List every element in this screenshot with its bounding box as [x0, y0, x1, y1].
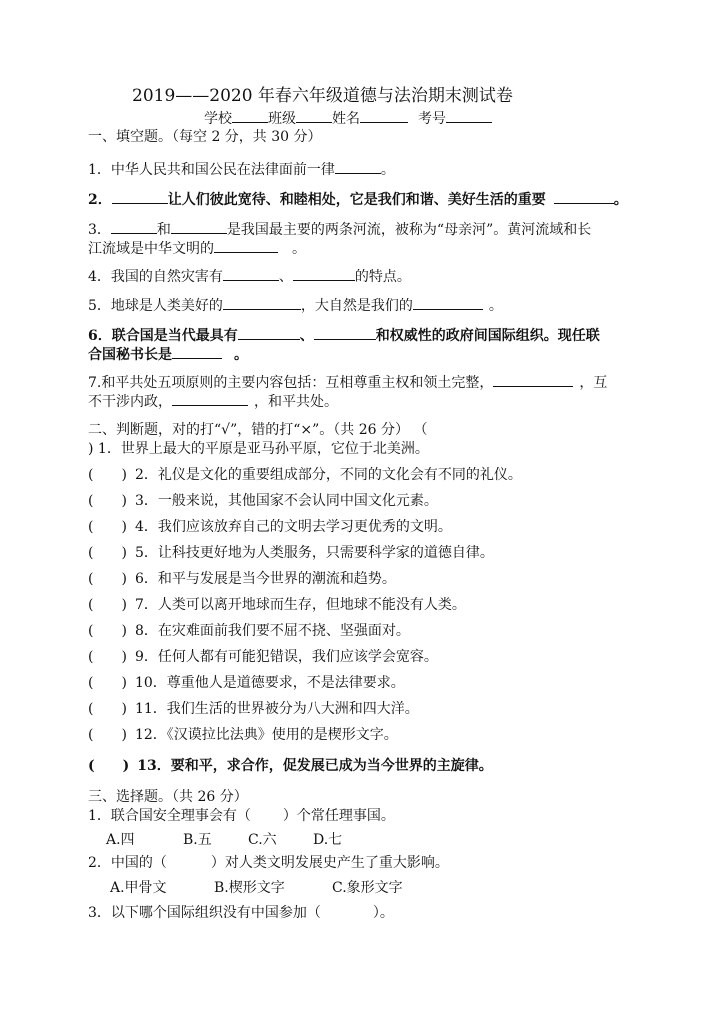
- fill-q4: 4．我国的自然灾害有 、 的特点。: [88, 266, 411, 286]
- exam-title: 2019——2020 年春六年级道德与法治期末测试卷: [132, 86, 513, 106]
- judge-item-text: 7．人类可以离开地球而生存，但地球不能没有人类。: [134, 597, 466, 613]
- fill-q5-blank-1[interactable]: [223, 295, 301, 310]
- choice-q1-option-d[interactable]: D.七: [313, 832, 343, 848]
- answer-paren-close[interactable]: ): [121, 597, 127, 613]
- answer-paren-close[interactable]: ): [121, 519, 127, 535]
- judge-item-text: 10．尊重他人是道德要求，不是法律要求。: [134, 675, 405, 691]
- fill-q5-blank-2[interactable]: [413, 295, 483, 310]
- answer-paren-close[interactable]: ): [121, 727, 127, 743]
- answer-paren-open[interactable]: (: [88, 649, 94, 665]
- choice-q1-option-b[interactable]: B.五: [183, 832, 212, 848]
- judge-item-text: 8．在灾难面前我们要不屈不挠、坚强面对。: [134, 623, 410, 639]
- answer-paren-close[interactable]: ): [121, 571, 127, 587]
- school-blank[interactable]: [232, 108, 268, 123]
- judge-item-text: 12．《汉谟拉比法典》使用的是楔形文字。: [134, 727, 398, 743]
- answer-paren-open[interactable]: (: [88, 727, 94, 743]
- fill-q6-line2: 合国秘书长是 。: [88, 344, 248, 364]
- choice-q1: 1．联合国安全理事会有（ ）个常任理事国。: [88, 808, 395, 824]
- fill-q6-blank-2[interactable]: [314, 325, 376, 340]
- name-blank[interactable]: [360, 108, 408, 123]
- choice-q2: 2．中国的（ ）对人类文明发展史产生了重大影响。: [88, 855, 449, 871]
- answer-paren-open[interactable]: (: [88, 623, 94, 639]
- fill-q7: 7.和平共处五项原则的主要内容包括：互相尊重主权和领土完整， ，互: [88, 372, 607, 392]
- answer-paren-close[interactable]: ): [121, 467, 127, 483]
- judge-item-text: 13．要和平，求合作，促发展已成为当今世界的主旋律。: [137, 758, 493, 774]
- choice-q2-option-a[interactable]: A.甲骨文: [110, 880, 167, 896]
- judge-item: [88, 622, 410, 640]
- judge-item: [88, 700, 419, 718]
- judge-item-text: 5．让科技更好地为人类服务，只需要科学家的道德自律。: [134, 545, 494, 561]
- answer-paren-open[interactable]: (: [88, 758, 95, 774]
- fill-q6: 6．联合国是当代最具有 、 和权威性的政府间国际组织。现任联: [88, 325, 600, 345]
- fill-q3-blank-2[interactable]: [171, 219, 227, 234]
- judge-item: [88, 674, 405, 692]
- answer-paren-close[interactable]: ): [121, 493, 127, 509]
- judge-item-text: 11．我们生活的世界被分为八大洲和四大洋。: [134, 701, 419, 717]
- choice-q1-option-a[interactable]: A.四: [106, 832, 135, 848]
- judge-item: [88, 466, 522, 484]
- answer-paren-open[interactable]: (: [88, 467, 94, 483]
- fill-q3-line2: 江流域是中华文明的 。: [88, 238, 306, 258]
- exam-no-blank[interactable]: [446, 108, 492, 123]
- fill-q4-blank-1[interactable]: [223, 266, 279, 281]
- choice-q2-option-c[interactable]: C.象形文字: [332, 880, 403, 896]
- judge-item: [88, 544, 494, 562]
- answer-paren-close[interactable]: ): [121, 675, 127, 691]
- judge-item: [88, 726, 398, 744]
- judge-item: [88, 492, 438, 510]
- judge-item-text: 4．我们应该放弃自己的文明去学习更优秀的文明。: [134, 519, 452, 535]
- section1-heading: 一、填空题。（每空 2 分，共 30 分）: [88, 129, 322, 145]
- judge-item-text: 9．任何人都有可能犯错误，我们应该学会宽容。: [134, 649, 438, 665]
- fill-q5: 5．地球是人类美好的 ，大自然是我们的 。: [88, 295, 503, 315]
- answer-paren-open[interactable]: (: [88, 675, 94, 691]
- judge-item: [88, 570, 396, 588]
- choice-q1-option-c[interactable]: C.六: [248, 832, 277, 848]
- answer-paren-open[interactable]: (: [88, 519, 94, 535]
- class-blank[interactable]: [296, 108, 332, 123]
- judge-item: [88, 648, 438, 666]
- section2-heading: 二、判断题，对的打“√”，错的打“×”。（共 26 分） （: [88, 422, 428, 438]
- fill-q2-blank-2[interactable]: [554, 189, 614, 204]
- fill-q3-blank-3[interactable]: [214, 238, 278, 253]
- answer-paren-open[interactable]: (: [88, 545, 94, 561]
- answer-paren-close[interactable]: ): [121, 545, 127, 561]
- answer-paren-open[interactable]: (: [88, 493, 94, 509]
- fill-q2-blank-1[interactable]: [112, 189, 168, 204]
- judge-item: [88, 596, 466, 614]
- fill-q3: 3． 和 是我国最主要的两条河流，被称为“母亲河”。黄河流域和长: [88, 219, 591, 239]
- name-label: 姓名: [332, 111, 360, 127]
- fill-q7-line2: 不干涉内政， ，和平共处。: [88, 391, 338, 411]
- fill-q6-blank-1[interactable]: [238, 325, 300, 340]
- student-info-row: [204, 108, 492, 128]
- fill-q3-blank-1[interactable]: [111, 219, 157, 234]
- fill-q7-blank-2[interactable]: [172, 391, 248, 406]
- fill-q4-blank-2[interactable]: [293, 266, 355, 281]
- section3-heading: 三、选择题。（共 26 分）: [88, 789, 248, 805]
- answer-paren-open[interactable]: (: [88, 597, 94, 613]
- answer-paren-close[interactable]: ): [122, 758, 130, 774]
- choice-q2-option-b[interactable]: B.楔形文字: [214, 880, 285, 896]
- judge-item-text: 3．一般来说，其他国家不会认同中国文化元素。: [134, 493, 438, 509]
- judge-item: [88, 757, 493, 775]
- judge-item: [88, 518, 452, 536]
- school-label: 学校: [204, 111, 232, 127]
- answer-paren-close[interactable]: ): [121, 623, 127, 639]
- class-label: 班级: [268, 111, 296, 127]
- judge-q1: ) 1．世界上最大的平原是亚马孙平原，它位于北美洲。: [88, 441, 429, 457]
- answer-paren-open[interactable]: (: [88, 571, 94, 587]
- judge-item-text: 2．礼仪是文化的重要组成部分，不同的文化会有不同的礼仪。: [134, 467, 522, 483]
- fill-q2: 2． 让人们彼此宽待、和睦相处，它是我们和谐、美好生活的重要 。: [88, 189, 628, 209]
- answer-paren-open[interactable]: (: [88, 701, 94, 717]
- fill-q1: 1．中华人民共和国公民在法律面前一律 。: [88, 159, 395, 179]
- answer-paren-close[interactable]: ): [121, 701, 127, 717]
- judge-item-text: 6．和平与发展是当今世界的潮流和趋势。: [134, 571, 396, 587]
- fill-q7-blank-1[interactable]: [493, 372, 573, 387]
- exam-no-label: 考号: [418, 111, 446, 127]
- choice-q3: 3．以下哪个国际组织没有中国参加（ ）。: [88, 905, 394, 921]
- fill-q1-blank[interactable]: [335, 159, 381, 174]
- fill-q6-blank-3[interactable]: [172, 344, 222, 359]
- answer-paren-close[interactable]: ): [121, 649, 127, 665]
